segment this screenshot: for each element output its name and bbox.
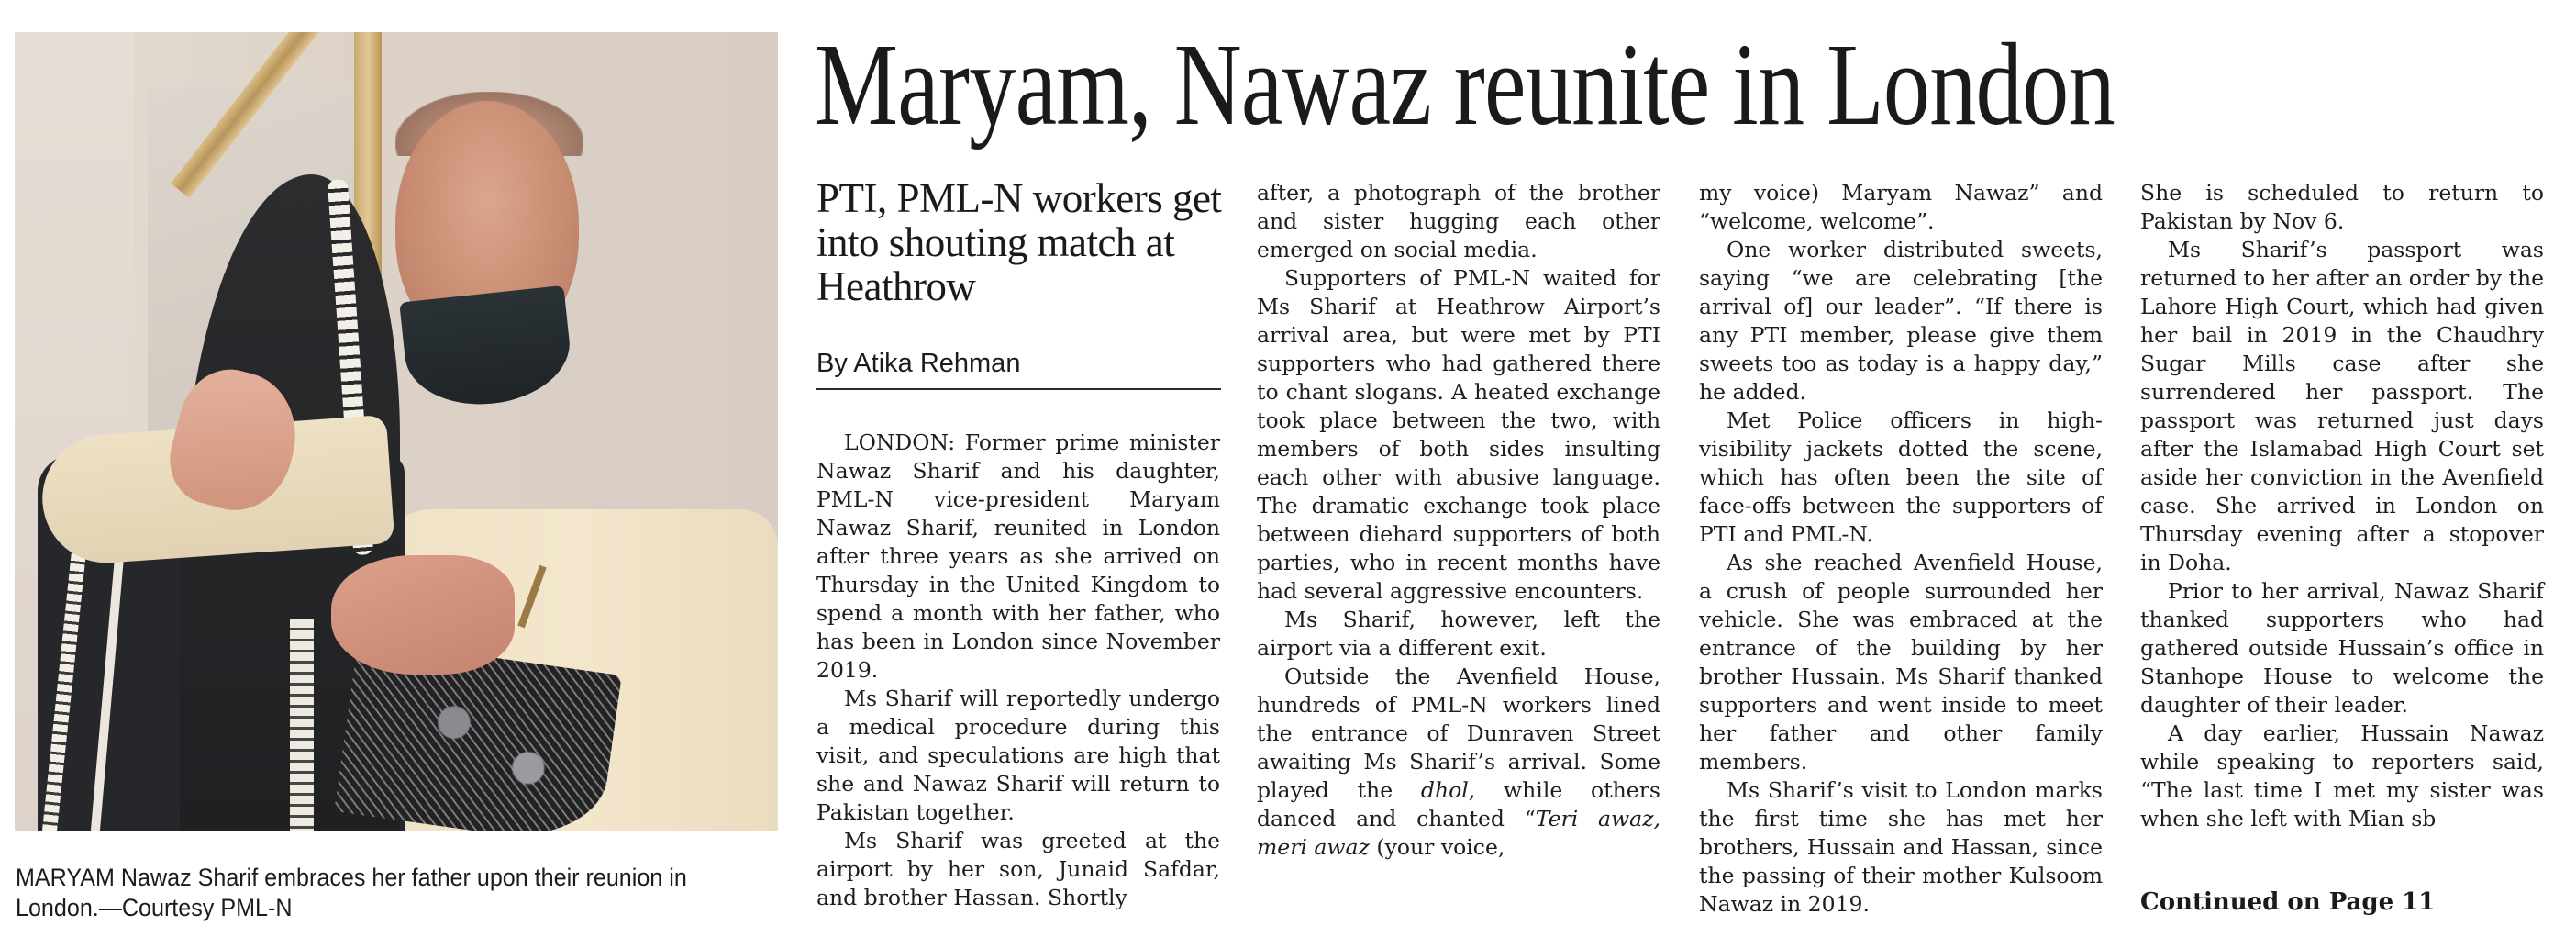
paragraph: She is scheduled to return to Pakistan by Nov 6.: [2140, 180, 2544, 234]
paragraph: A day earlier, Hussain Nawaz while speaking to reporters said, “The last time I met my sister was when she left with Mian sb: [2140, 720, 2544, 831]
paragraph: Ms Sharif’s visit to London marks the first time she has met her brothers, Hussain and Hassan, since the passing of their mother Kulsoom Nawaz in 2019.: [1699, 777, 2103, 917]
byline-rule: [816, 388, 1221, 390]
paragraph: As she reached Avenfield House, a crush of people surrounded her vehicle. She was embraced at the entrance of the building by her brother Hussain. Ms Sharif thanked supporters and went inside to meet her father and other family members.: [1699, 550, 2103, 775]
continued-on-page-link[interactable]: Continued on Page 11: [2140, 888, 2436, 916]
subheadline: PTI, PML-N workers get into shouting match at Heathrow: [816, 175, 1222, 309]
photo-hand: [331, 555, 515, 675]
body-column-3: [1699, 179, 2103, 919]
paragraph: Ms Sharif, however, left the airport via a different exit.: [1257, 607, 1660, 661]
paragraph: Ms Sharif’s passport was returned to her after an order by the Lahore High Court, which had given her bail in 2019 in the Chaudhry Sugar Mills case after she surrendered her passport. The passport was returned just days after the Islamabad High Court set aside her conviction in the Avenfield case. She arrived in London on Thursday evening after a stopover in Doha.: [2140, 237, 2545, 575]
photo-face-mask: [399, 285, 575, 412]
paragraph: LONDON: Former prime minister Nawaz Sharif and his daughter, PML-N vice-president Maryam Nawaz Sharif, reunited in London after three years as she arrived on Thursday in the United Kingdom to spend a month with her father, who has been in London since November 2019.: [816, 429, 1220, 683]
italic-term: Teri awaz, meri awaz: [1257, 806, 1661, 860]
body-column-1: [816, 429, 1220, 912]
paragraph: Ms Sharif will reportedly undergo a medical procedure during this visit, and speculations are high that she and Nawaz Sharif will return to Pakistan together.: [816, 686, 1220, 825]
body-column-2: [1257, 179, 1660, 862]
paragraph: my voice) Maryam Nawaz” and “welcome, welcome”.: [1699, 180, 2103, 234]
photo-lace: [290, 619, 314, 831]
byline: By Atika Rehman: [816, 349, 1021, 378]
paragraph: Supporters of PML-N waited for Ms Sharif at Heathrow Airport’s arrival area, but were met by PTI supporters who had gathered there to chant slogans. A heated exchange took place between the two, with members of both sides insulting each other with abusive language. The dramatic exchange took place between diehard supporters of both parties, who in recent months have had several aggressive encounters.: [1257, 265, 1660, 604]
paragraph: [1257, 663, 1660, 862]
headline: Maryam, Nawaz reunite in London: [815, 19, 2115, 150]
paragraph: Prior to her arrival, Nawaz Sharif thanked supporters who had gathered outside Hussain’s office in Stanhope House to welcome the daughter of their leader.: [2140, 578, 2544, 718]
paragraph: One worker distributed sweets, saying “we are celebrating [the arrival of] our leader”. “If there is any PTI member, please give them sweets too as today is a happy day,” he added.: [1699, 237, 2103, 405]
photo-caption: MARYAM Nawaz Sharif embraces her father upon their reunion in London.—Courtesy PML-N: [16, 864, 687, 921]
body-column-4: [2140, 179, 2544, 833]
paragraph: Ms Sharif was greeted at the airport by her son, Junaid Safdar, and brother Hassan. Shortly: [816, 828, 1220, 910]
paragraph: Met Police officers in high-visibility jackets dotted the scene, which has often been the site of face-offs between the supporters of PTI and PML-N.: [1699, 407, 2103, 547]
italic-term: dhol: [1420, 777, 1469, 803]
text-run: , while others danced and chanted “: [1257, 777, 1660, 831]
text-run: Outside the Avenfield House, hundreds of PML-N workers lined the entrance of Dunraven Street awaiting Ms Sharif’s arrival. Some played the: [1257, 664, 1660, 803]
article-photo: [15, 32, 778, 831]
text-run: (your voice,: [1369, 834, 1505, 860]
paragraph: after, a photograph of the brother and sister hugging each other emerged on social media.: [1257, 180, 1660, 262]
